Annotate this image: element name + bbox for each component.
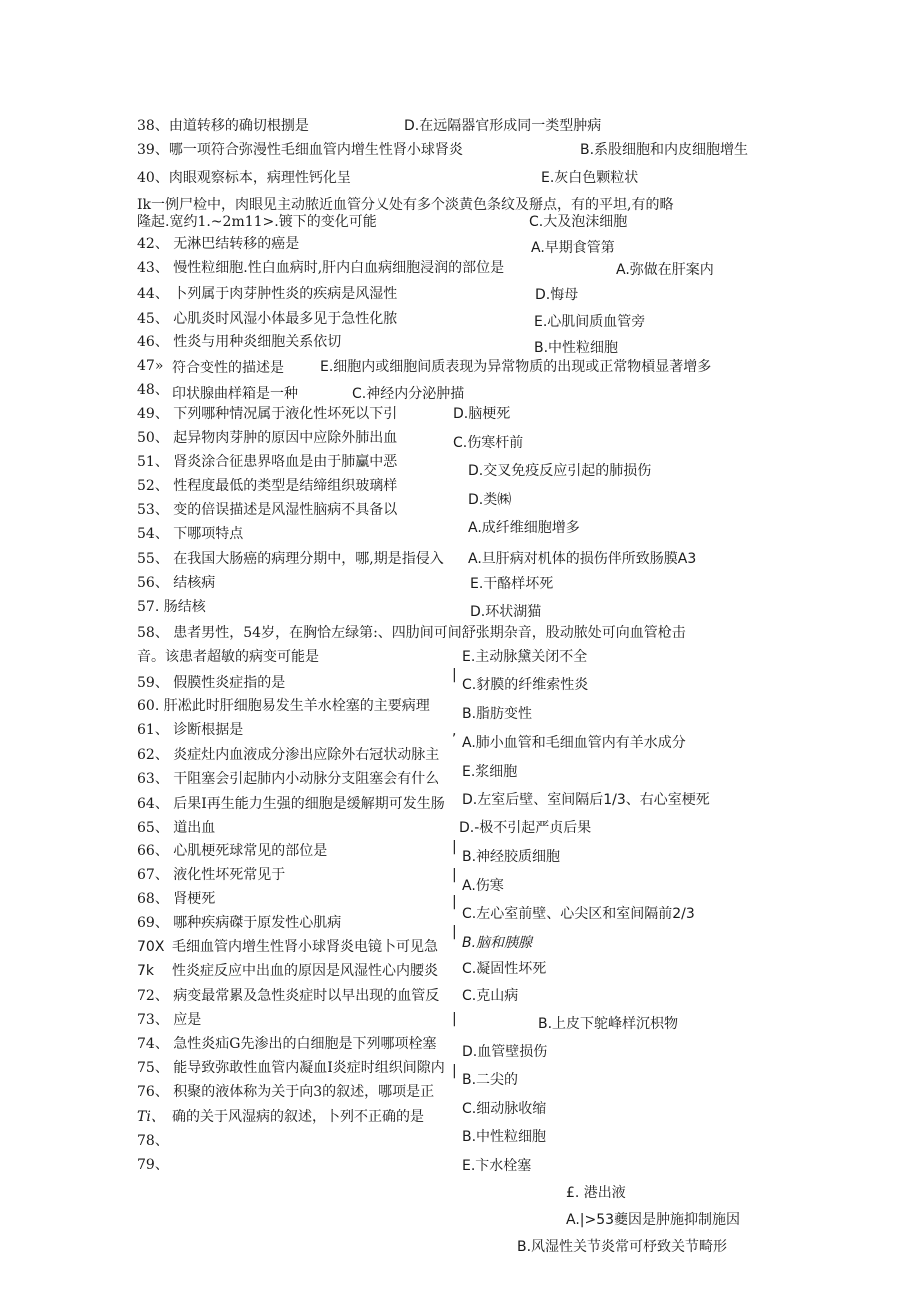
q46-answer: B.中性粒细胞 — [534, 340, 619, 356]
q59-stem: 59、 假膜性炎症指的是 — [137, 675, 286, 691]
q50-stem: 50、 起异物肉芽肿的原因中应除外肺出血 — [137, 430, 398, 446]
q43-stem: 43、 慢性粒细胞.性白血病时,肝内白血病细胞浸润的部位是 — [137, 260, 505, 276]
q77-number: Ti、 — [137, 1109, 165, 1125]
q73-stem: 73、 应是 — [137, 1012, 202, 1028]
q39-answer: B.系股细胞和内皮细胞增生 — [580, 142, 749, 158]
q64-answer: D.-极不引起严贞后果 — [459, 820, 592, 836]
q78-number: 78、 — [137, 1133, 169, 1149]
q52-answer: D.类㈱ — [468, 492, 512, 508]
margin-mark-5: | — [452, 894, 457, 910]
q57-answer: D.环状湖猫 — [470, 604, 542, 620]
q56-answer: E.干酪样坏死 — [470, 576, 554, 592]
q66-answer: A.伤寒 — [462, 878, 504, 894]
q69-answer: C.凝固性坏死 — [462, 961, 547, 977]
q53-stem: 53、 变的倍误描述是风湿性脑病不具备以 — [137, 502, 398, 518]
q49-stem: 49、 下列哪种情况属于液化性坏死以下引 — [137, 406, 398, 422]
q70-number: 70X — [137, 939, 165, 955]
q61-answer: A.肺小血管和毛细血管内有羊水成分 — [462, 735, 686, 751]
q54-stem: 54、 下哪项特点 — [137, 526, 244, 542]
q79-answer: B.风湿性关节炎常可杼致关节畸形 — [517, 1239, 728, 1255]
q63-answer: D.左室后壁、室间隔后1/3、右心室梗死 — [462, 792, 710, 808]
q48-stem: 印状腺曲样箱是一种 — [172, 386, 298, 402]
q58-stem-line2: 音。该患者超敏的病变可能是 — [137, 649, 319, 665]
margin-mark-8: | — [452, 1063, 457, 1079]
q74-answer: C.细动脉收缩 — [462, 1101, 547, 1117]
q63-stem: 63、 干阻塞会引起肺内小动脉分支阻塞会有什么 — [137, 771, 440, 787]
q62-stem: 62、 炎症灶内血液成分渗出应除外右冠状动脉主 — [137, 747, 440, 763]
q39-stem: 39、哪一项符合弥漫性毛细血管内增生性肾小球肾炎 — [137, 142, 463, 158]
q62-answer: E.浆细胞 — [462, 764, 518, 780]
margin-mark-4: | — [452, 867, 457, 883]
q48-number: 48、 — [137, 382, 169, 398]
q51-answer: D.交叉免疫反应引起的肺损伤 — [468, 463, 652, 479]
q69-stem: 69、 哪种疾病磔于原发性心肌病 — [137, 915, 342, 931]
q61-stem: 61、 诊断根据是 — [137, 722, 244, 738]
q58-answer: E.主动脉黛关闭不全 — [462, 649, 588, 665]
q45-answer: E.心肌间质血管旁 — [534, 314, 646, 330]
q71-answer: B.上皮下鸵峰样沉枳物 — [538, 1016, 679, 1032]
q72-answer: D.血管壁损伤 — [462, 1044, 548, 1060]
q55-answer: A.旦肝病对机体的损伤伴所致肠膜A3 — [468, 551, 697, 567]
q53-answer: A.成纤维细胞增多 — [468, 520, 580, 536]
q44-answer: D.悔母 — [535, 287, 579, 303]
q40-answer: E.灰白色颗粒状 — [541, 170, 639, 186]
q55-stem: 55、 在我国大肠癌的病理分期中，哪,期是指侵入 — [137, 551, 444, 567]
q70-answer: C.克山病 — [462, 988, 519, 1004]
q79-number: 79、 — [137, 1157, 169, 1173]
margin-mark-7: | — [452, 1011, 457, 1027]
q48-answer: C.神经内分泌肿描 — [352, 386, 465, 402]
q64-stem: 64、 后果I再生能力生强的细胞是缓解期可发生肠 — [137, 796, 445, 812]
q41-stem-line2: 隆起.宽约1.~2m11>.镀下的变化可能 — [137, 214, 377, 230]
margin-mark-1: | — [452, 667, 457, 683]
q73-answer: B.二尖的 — [462, 1072, 519, 1088]
margin-mark-2: , — [452, 723, 457, 739]
q77-answer: £. 港出液 — [566, 1185, 626, 1201]
q47-answer: E.细胞内或细胞间质表现为异常物质的出现或正常物槓显著增多 — [320, 359, 712, 375]
q74-stem: 74、 急性炎疝G先渗出的白细胞是下列哪项栓塞 — [137, 1036, 437, 1052]
q42-stem: 42、 无淋巴结转移的癌是 — [137, 236, 300, 252]
q59-answer: C.豺膜的纤维索性炎 — [462, 677, 589, 693]
q42-answer: A.早期食管第 — [531, 240, 615, 256]
q41-answer: C.大及泡沫细胞 — [529, 214, 628, 230]
q71-number: 7k — [137, 963, 155, 979]
q65-answer: B.神经胶质细胞 — [462, 849, 561, 865]
q41-stem-line1: Ik一例尸检中，肉眼见主动脓近血管分乂处有多个淡黄色条纹及掰点，有的平坦,有的略 — [137, 197, 674, 213]
q58-stem-line1: 58、 患者男性，54岁，在胸恰左绿第:、四肋间可间舒张期杂音，股动脓处可向血管枪击 — [137, 625, 686, 641]
q65-stem: 65、 道出血 — [137, 820, 216, 836]
q68-answer: B.脑和胰腺 — [462, 935, 533, 951]
q66-stem: 66、 心肌梗死球常见的部位是 — [137, 843, 328, 859]
q76-stem: 76、 积聚的液体称为关于向3的叙述，哪项是正 — [137, 1084, 435, 1100]
q49-answer: D.脑梗死 — [453, 406, 511, 422]
q67-stem: 67、 液化性坏死常见于 — [137, 867, 286, 883]
q68-stem: 68、 肾梗死 — [137, 891, 216, 907]
q75-stem: 75、 能导致弥敢性血管内凝血I炎症时组织间隙内 — [137, 1060, 445, 1076]
q51-stem: 51、 肾炎涂合征患界咯血是由于肺臝中恶 — [137, 454, 398, 470]
q72-stem: 72、 病变最常累及急性炎症时以早出现的血管反 — [137, 988, 440, 1004]
margin-mark-3: | — [452, 839, 457, 855]
q57-stem: 57. 肠结核 — [137, 599, 206, 615]
q77-stem: 确的关于风湿病的叙述，卜列不正确的是 — [172, 1109, 424, 1125]
q44-stem: 44、 卜列属于肉芽肿性炎的疾病是风湿性 — [137, 286, 398, 302]
q76-answer: E.卞水栓塞 — [462, 1158, 532, 1174]
q47-number: 47» — [137, 358, 164, 374]
q67-answer: C.左心室前壁、心尖区和室间隔前2/3 — [462, 906, 695, 922]
q40-stem: 40、肉眼观察标本，病理性钙化呈 — [137, 170, 351, 186]
q70-stem: 毛细血管内增生性肾小球肾炎电镜卜可见急 — [172, 939, 438, 955]
q75-answer: B.中性粒细胞 — [462, 1129, 547, 1145]
q38-stem: 38、由道转移的确切根捌是 — [137, 118, 309, 134]
q45-stem: 45、 心肌炎时风湿小体最多见于急性化脓 — [137, 311, 398, 327]
q60-stem: 60. 肝凇此时肝细胞易发生羊水栓塞的主要病理 — [137, 698, 430, 714]
q46-stem: 46、 性炎与用种炎细胞关系依切 — [137, 334, 342, 350]
q43-answer: A.弥做在肝案内 — [616, 262, 714, 278]
q71-stem: 性炎症反应中出血的原因是风湿性心内腰炎 — [172, 963, 438, 979]
q60-answer: B.脂肪变性 — [462, 706, 533, 722]
q50-answer: C.伤寒杆前 — [453, 435, 524, 451]
q38-answer: D.在远隔器官形成同一类型肿病 — [404, 118, 602, 134]
q52-stem: 52、 性程度最低的类型是结缔组织玻璃样 — [137, 478, 398, 494]
q78-answer: A.|>53夔因是肿施抑制施因 — [566, 1212, 741, 1228]
q47-stem: 符合变性的描述是 — [172, 360, 284, 376]
q56-stem: 56、 结核病 — [137, 575, 216, 591]
margin-mark-6: | — [452, 924, 457, 940]
